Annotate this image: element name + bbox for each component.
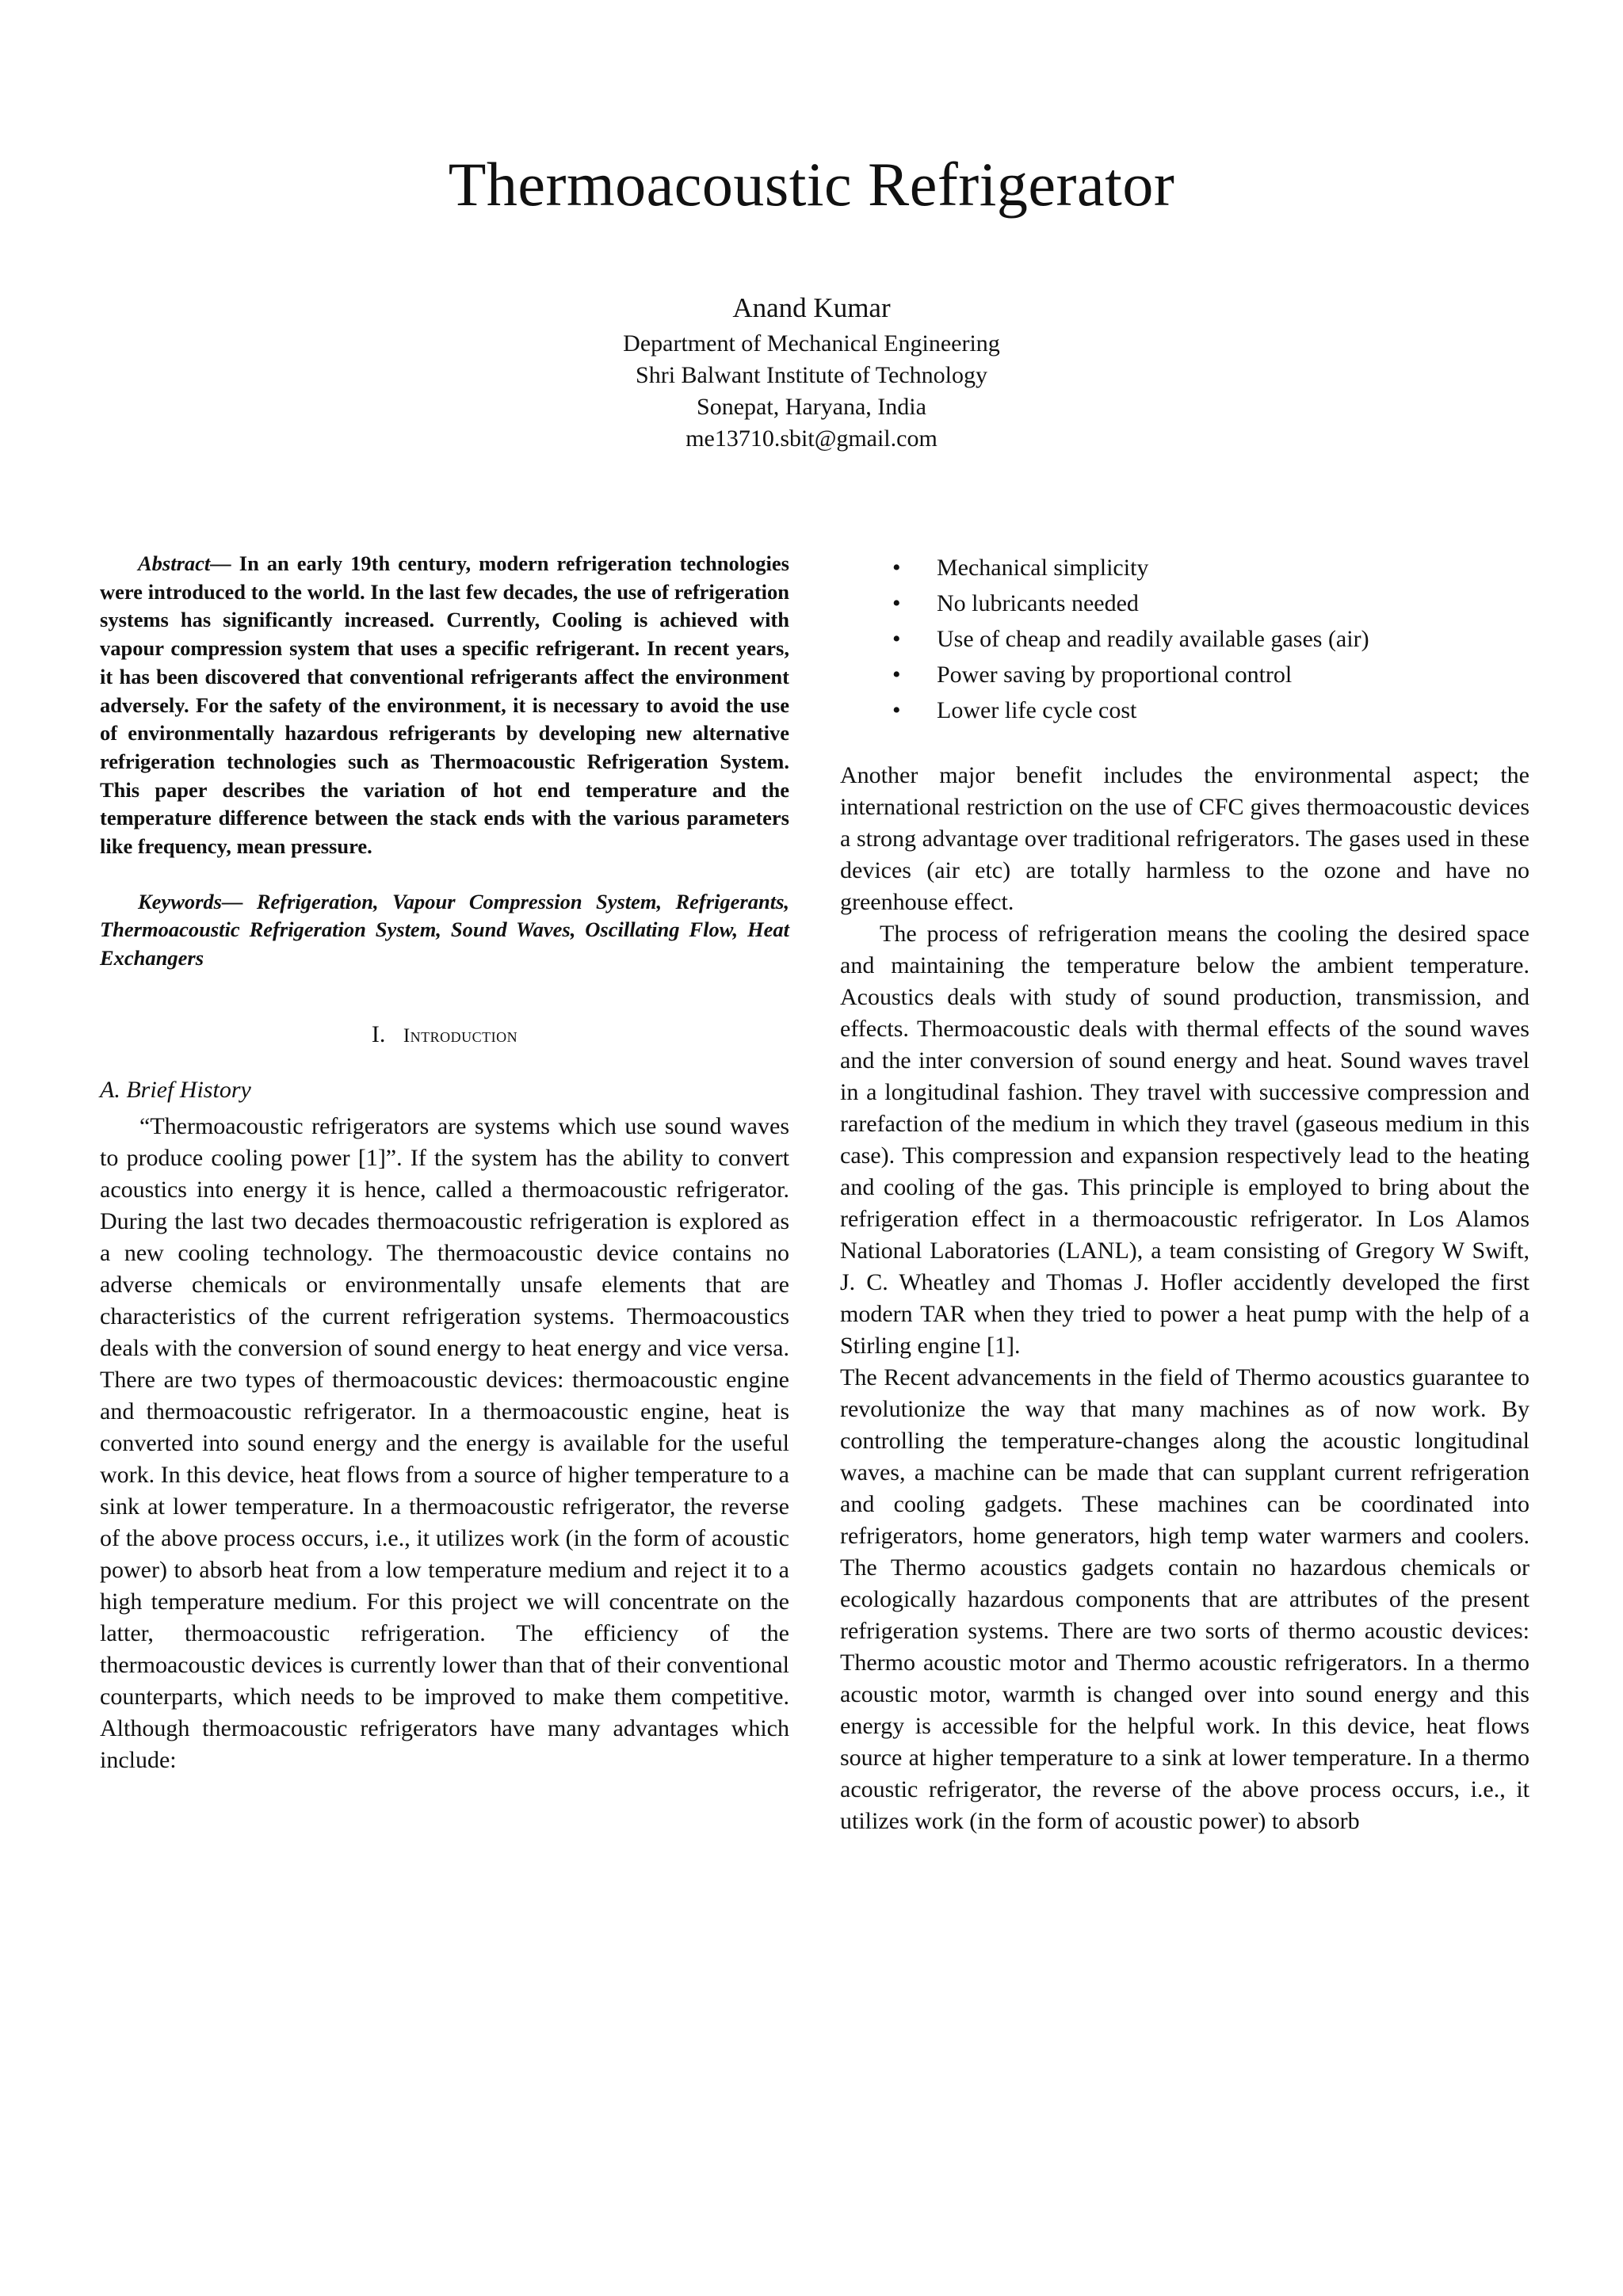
body-paragraph: Another major benefit includes the environmental aspect; the international restriction on the use of CFC gives thermoacoustic devices a strong advantage over traditional refrigerators. The gases used in these devices (air etc) are totally harmless to the ozone and have no greenhouse effect. bbox=[840, 762, 1529, 915]
section-number: I. bbox=[371, 1020, 386, 1047]
abstract-text: In an early 19th century, modern refrigeration technologies were introduced to the world. In the last few decades, the use of refrigeration systems has significantly increased. Currently, Cooling is achieved with vapour compression system that uses a specific refrigerant. In recent years, it has been discovered that conventional refrigerants affect the environment adversely. For the safety of the environment, it is necessary to avoid the use of environmentally hazardous refrigerants by developing new alternative refrigeration technologies such as Thermoacoustic Refrigeration System. This paper describes the variation of hot end temperature and the temperature difference between the stack ends with the various parameters like frequency, mean pressure. bbox=[100, 551, 789, 859]
body-paragraph: The Recent advancements in the field of Thermo acoustics guarantee to revolutionize the way that many machines as of now work. By controlling the temperature-changes along the acoustic longitudinal waves, a machine can be made that can supplant current refrigeration and cooling gadgets. These machines can be coordinated into refrigerators, home generators, high temp water warmers and coolers. The Thermo acoustics gadgets contain no hazardous chemicals or ecologically hazardous components that are attributes of the present refrigeration systems. There are two sorts of thermo acoustic devices: Thermo acoustic motor and Thermo acoustic refrigerators. In a thermo acoustic motor, warmth is changed over into sound energy and this energy is accessible for the helpful work. In this device, heat flows source at higher temperature to a sink at lower temperature. In a thermo acoustic refrigerator, the reverse of the above process occurs, i.e., it utilizes work (in the form of acoustic power) to absorb bbox=[840, 1364, 1529, 1834]
section-title: Introduction bbox=[403, 1024, 518, 1047]
author-name: Anand Kumar bbox=[732, 292, 891, 323]
list-item: • Mechanical simplicity bbox=[840, 550, 1529, 585]
bullet-icon: • bbox=[892, 662, 901, 688]
abstract bbox=[100, 550, 789, 861]
bullet-icon: • bbox=[892, 697, 901, 723]
author-block bbox=[0, 288, 1623, 455]
bullet-icon: • bbox=[892, 590, 901, 616]
keywords bbox=[100, 888, 789, 973]
keywords-text: Refrigeration, Vapour Compression System, Refrigerants, Thermoacoustic Refrigeration System, Sound Waves, Oscillating Flow, Heat Exchangers bbox=[100, 889, 790, 971]
left-column bbox=[100, 550, 789, 1776]
bullet-icon: • bbox=[892, 555, 901, 581]
list-item: • Lower life cycle cost bbox=[840, 692, 1529, 728]
list-item: • Use of cheap and readily available gases (air) bbox=[840, 621, 1529, 657]
author-department: Department of Mechanical Engineering bbox=[623, 330, 1000, 357]
keywords-label: Keywords— bbox=[138, 889, 243, 913]
body-paragraph: The process of refrigeration means the cooling the desired space and maintaining the temperature below the ambient temperature. Acoustics deals with study of sound production, transmission, and effects. Thermoacoustic deals with thermal effects of the sound waves and the inter conversion of sound energy and heat. Sound waves travel in a longitudinal fashion. They travel with successive compression and rarefaction of the medium in which they travel (gaseous medium in this case). This compression and expansion respectively lead to the heating and cooling of the gas. This principle is employed to bring about the refrigeration effect in a thermoacoustic refrigerator. In Los Alamos National Laboratories (LANL), a team consisting of Gregory W Swift, J. C. Wheatley and Thomas J. Hofler accidently developed the first modern TAR when they tried to power a heat pump with the help of a Stirling engine [1]. bbox=[840, 921, 1529, 1359]
paper-title: Thermoacoustic Refrigerator bbox=[448, 150, 1175, 219]
abstract-label: Abstract— bbox=[138, 551, 231, 575]
list-item: • Power saving by proportional control bbox=[840, 657, 1529, 692]
advantages-list bbox=[840, 550, 1529, 728]
section-heading-introduction bbox=[100, 1019, 789, 1052]
author-institute: Shri Balwant Institute of Technology bbox=[636, 362, 987, 388]
author-email: me13710.sbit@gmail.com bbox=[685, 425, 938, 452]
author-location: Sonepat, Haryana, India bbox=[697, 394, 926, 420]
list-item: • No lubricants needed bbox=[840, 585, 1529, 621]
subsection-brief-history: A. Brief History bbox=[100, 1076, 251, 1103]
right-column bbox=[840, 550, 1529, 1837]
bullet-icon: • bbox=[892, 626, 901, 652]
body-paragraph: “Thermoacoustic refrigerators are systems which use sound waves to produce cooling power [1]”. If the system has the ability to convert acoustics into energy it is hence, called a thermoacoustic refrigerator. During the last two decades thermoacoustic refrigeration is explored as a new cooling technology. The thermoacoustic device contains no adverse chemicals or environmentally unsafe elements that are characteristics of the current refrigeration systems. Thermoacoustics deals with the conversion of sound energy to heat energy and vice versa. There are two types of thermoacoustic devices: thermoacoustic engine and thermoacoustic refrigerator. In a thermoacoustic engine, heat is converted into sound energy and the energy is available for the useful work. In this device, heat flows from a source of higher temperature to a sink at lower temperature. In a thermoacoustic refrigerator, the reverse of the above process occurs, i.e., it utilizes work (in the form of acoustic power) to absorb heat from a low temperature medium and reject it to a high temperature medium. For this project we will concentrate on the latter, thermoacoustic refrigeration. The efficiency of the thermoacoustic devices is currently lower than that of their conventional counterparts, which needs to be improved to make them competitive. Although thermoacoustic refrigerators have many advantages which include: bbox=[100, 1112, 789, 1773]
